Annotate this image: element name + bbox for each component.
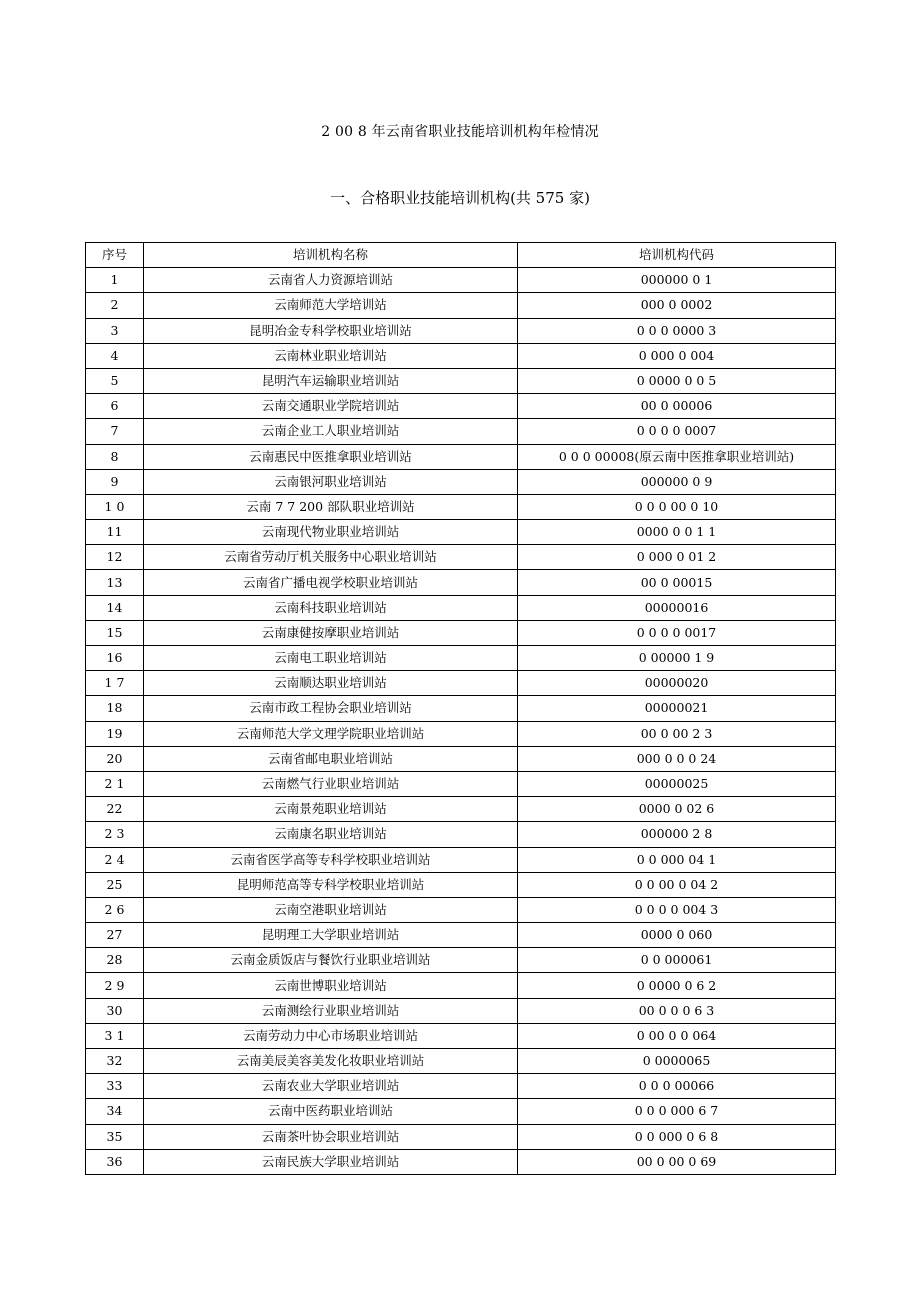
cell-serial-number: 1: [86, 268, 144, 293]
cell-serial-number: 14: [86, 595, 144, 620]
cell-institution-code: 0 0000 0 6 2: [518, 973, 836, 998]
cell-serial-number: 33: [86, 1074, 144, 1099]
cell-institution-code: 0 0 0 00066: [518, 1074, 836, 1099]
cell-institution-name: 云南师范大学培训站: [144, 293, 518, 318]
cell-institution-name: 云南测绘行业职业培训站: [144, 998, 518, 1023]
cell-institution-name: 云南金质饭店与餐饮行业职业培训站: [144, 948, 518, 973]
cell-institution-name: 云南银河职业培训站: [144, 469, 518, 494]
cell-serial-number: 2 3: [86, 822, 144, 847]
table-row: [86, 595, 836, 620]
table-row: [86, 293, 836, 318]
table-row: [86, 520, 836, 545]
cell-institution-name: 云南省广播电视学校职业培训站: [144, 570, 518, 595]
cell-institution-name: 云南民族大学职业培训站: [144, 1149, 518, 1174]
cell-serial-number: 25: [86, 872, 144, 897]
table-row: [86, 1049, 836, 1074]
cell-serial-number: 35: [86, 1124, 144, 1149]
cell-serial-number: 16: [86, 646, 144, 671]
cell-institution-name: 云南燃气行业职业培训站: [144, 771, 518, 796]
cell-serial-number: 3 1: [86, 1023, 144, 1048]
header-row: [86, 243, 836, 268]
cell-institution-code: 00 0 0 0 6 3: [518, 998, 836, 1023]
table-row: [86, 923, 836, 948]
table-row: [86, 1149, 836, 1174]
cell-institution-name: 昆明汽车运输职业培训站: [144, 368, 518, 393]
table-row: [86, 318, 836, 343]
cell-institution-code: 0 0 0 00 0 10: [518, 494, 836, 519]
cell-institution-name: 云南劳动力中心市场职业培训站: [144, 1023, 518, 1048]
table-row: [86, 897, 836, 922]
cell-institution-name: 云南省医学高等专科学校职业培训站: [144, 847, 518, 872]
cell-institution-name: 云南省劳动厅机关服务中心职业培训站: [144, 545, 518, 570]
cell-institution-code: 0 0 000 04 1: [518, 847, 836, 872]
table-row: [86, 1099, 836, 1124]
table-row: [86, 620, 836, 645]
cell-serial-number: 1 7: [86, 671, 144, 696]
table-row: [86, 1074, 836, 1099]
table-row: [86, 444, 836, 469]
cell-institution-name: 云南景苑职业培训站: [144, 797, 518, 822]
cell-institution-code: 00000020: [518, 671, 836, 696]
cell-institution-code: 0 0 0 00008(原云南中医推拿职业培训站): [518, 444, 836, 469]
cell-institution-code: 000 0 0002: [518, 293, 836, 318]
table-row: [86, 847, 836, 872]
cell-serial-number: 5: [86, 368, 144, 393]
table-row: [86, 872, 836, 897]
cell-institution-code: 000 0 0 0 24: [518, 746, 836, 771]
training-institution-table: [85, 242, 836, 1175]
cell-institution-code: 00 0 00015: [518, 570, 836, 595]
table-row: [86, 469, 836, 494]
cell-institution-code: 0000 0 060: [518, 923, 836, 948]
table-row: [86, 797, 836, 822]
cell-institution-code: 0 00 0 0 064: [518, 1023, 836, 1048]
table-row: [86, 696, 836, 721]
cell-serial-number: 19: [86, 721, 144, 746]
cell-institution-code: 00 0 00 2 3: [518, 721, 836, 746]
cell-institution-code: 00000021: [518, 696, 836, 721]
cell-institution-name: 云南省邮电职业培训站: [144, 746, 518, 771]
cell-institution-name: 昆明冶金专科学校职业培训站: [144, 318, 518, 343]
cell-serial-number: 3: [86, 318, 144, 343]
cell-institution-name: 云南市政工程协会职业培训站: [144, 696, 518, 721]
cell-serial-number: 2: [86, 293, 144, 318]
cell-institution-name: 云南科技职业培训站: [144, 595, 518, 620]
cell-institution-code: 00 0 00006: [518, 394, 836, 419]
cell-serial-number: 15: [86, 620, 144, 645]
cell-institution-code: 000000 0 9: [518, 469, 836, 494]
table-row: [86, 494, 836, 519]
section-heading: 一、合格职业技能培训机构(共 575 家): [330, 189, 590, 207]
table-row: [86, 671, 836, 696]
cell-institution-name: 云南顺达职业培训站: [144, 671, 518, 696]
cell-serial-number: 20: [86, 746, 144, 771]
cell-institution-code: 0 0 0 0000 3: [518, 318, 836, 343]
cell-institution-code: 0000 0 02 6: [518, 797, 836, 822]
cell-serial-number: 9: [86, 469, 144, 494]
cell-serial-number: 6: [86, 394, 144, 419]
cell-institution-code: 00000025: [518, 771, 836, 796]
table-header: [86, 243, 836, 268]
cell-institution-code: 00 0 00 0 69: [518, 1149, 836, 1174]
cell-serial-number: 18: [86, 696, 144, 721]
cell-institution-name: 云南现代物业职业培训站: [144, 520, 518, 545]
cell-serial-number: 2 1: [86, 771, 144, 796]
table-row: [86, 822, 836, 847]
cell-institution-code: 0000 0 0 1 1: [518, 520, 836, 545]
table-row: [86, 268, 836, 293]
cell-serial-number: 32: [86, 1049, 144, 1074]
cell-serial-number: 7: [86, 419, 144, 444]
cell-institution-code: 0 0 0 0 004 3: [518, 897, 836, 922]
table-row: [86, 545, 836, 570]
cell-serial-number: 8: [86, 444, 144, 469]
cell-serial-number: 2 6: [86, 897, 144, 922]
cell-serial-number: 27: [86, 923, 144, 948]
table-row: [86, 746, 836, 771]
table-row: [86, 343, 836, 368]
cell-institution-name: 云南中医药职业培训站: [144, 1099, 518, 1124]
cell-serial-number: 12: [86, 545, 144, 570]
table-row: [86, 394, 836, 419]
cell-serial-number: 2 4: [86, 847, 144, 872]
cell-institution-code: 000000 0 1: [518, 268, 836, 293]
table-row: [86, 419, 836, 444]
cell-institution-code: 0 000 0 004: [518, 343, 836, 368]
cell-institution-name: 云南企业工人职业培训站: [144, 419, 518, 444]
table-row: [86, 771, 836, 796]
table-row: [86, 646, 836, 671]
table-row: [86, 721, 836, 746]
cell-institution-name: 云南农业大学职业培训站: [144, 1074, 518, 1099]
header-institution-name: 培训机构名称: [144, 243, 518, 268]
cell-institution-name: 云南省人力资源培训站: [144, 268, 518, 293]
cell-institution-name: 云南茶叶协会职业培训站: [144, 1124, 518, 1149]
cell-institution-code: 0 0 0 000 6 7: [518, 1099, 836, 1124]
cell-institution-name: 云南美辰美容美发化妆职业培训站: [144, 1049, 518, 1074]
header-institution-code: 培训机构代码: [518, 243, 836, 268]
cell-institution-name: 云南康健按摩职业培训站: [144, 620, 518, 645]
cell-serial-number: 2 9: [86, 973, 144, 998]
cell-institution-name: 云南康名职业培训站: [144, 822, 518, 847]
cell-serial-number: 28: [86, 948, 144, 973]
cell-institution-name: 云南世博职业培训站: [144, 973, 518, 998]
table-row: [86, 998, 836, 1023]
cell-institution-code: 0 00000 1 9: [518, 646, 836, 671]
cell-serial-number: 36: [86, 1149, 144, 1174]
header-serial-number: 序号: [86, 243, 144, 268]
cell-serial-number: 22: [86, 797, 144, 822]
table-row: [86, 368, 836, 393]
cell-institution-code: 000000 2 8: [518, 822, 836, 847]
cell-institution-code: 0 000 0 01 2: [518, 545, 836, 570]
cell-serial-number: 11: [86, 520, 144, 545]
cell-institution-code: 0 0000065: [518, 1049, 836, 1074]
cell-serial-number: 34: [86, 1099, 144, 1124]
cell-serial-number: 13: [86, 570, 144, 595]
document-title: 2 00 8 年云南省职业技能培训机构年检情况: [321, 124, 599, 140]
cell-institution-code: 00000016: [518, 595, 836, 620]
table-row: [86, 973, 836, 998]
table-row: [86, 948, 836, 973]
table-row: [86, 1023, 836, 1048]
cell-institution-name: 云南电工职业培训站: [144, 646, 518, 671]
cell-serial-number: 1 0: [86, 494, 144, 519]
cell-institution-code: 0 0000 0 0 5: [518, 368, 836, 393]
table-body: [86, 268, 836, 1175]
cell-institution-name: 云南空港职业培训站: [144, 897, 518, 922]
cell-institution-code: 0 0 000 0 6 8: [518, 1124, 836, 1149]
cell-institution-code: 0 0 00 0 04 2: [518, 872, 836, 897]
cell-institution-name: 云南 7 7 200 部队职业培训站: [144, 494, 518, 519]
cell-institution-name: 云南惠民中医推拿职业培训站: [144, 444, 518, 469]
cell-institution-name: 云南林业职业培训站: [144, 343, 518, 368]
cell-serial-number: 4: [86, 343, 144, 368]
cell-serial-number: 30: [86, 998, 144, 1023]
cell-institution-name: 云南交通职业学院培训站: [144, 394, 518, 419]
table-row: [86, 570, 836, 595]
cell-institution-code: 0 0 0 0 0017: [518, 620, 836, 645]
cell-institution-name: 昆明理工大学职业培训站: [144, 923, 518, 948]
cell-institution-name: 云南师范大学文理学院职业培训站: [144, 721, 518, 746]
cell-institution-code: 0 0 0 0 0007: [518, 419, 836, 444]
table-row: [86, 1124, 836, 1149]
cell-institution-code: 0 0 000061: [518, 948, 836, 973]
cell-institution-name: 昆明师范高等专科学校职业培训站: [144, 872, 518, 897]
